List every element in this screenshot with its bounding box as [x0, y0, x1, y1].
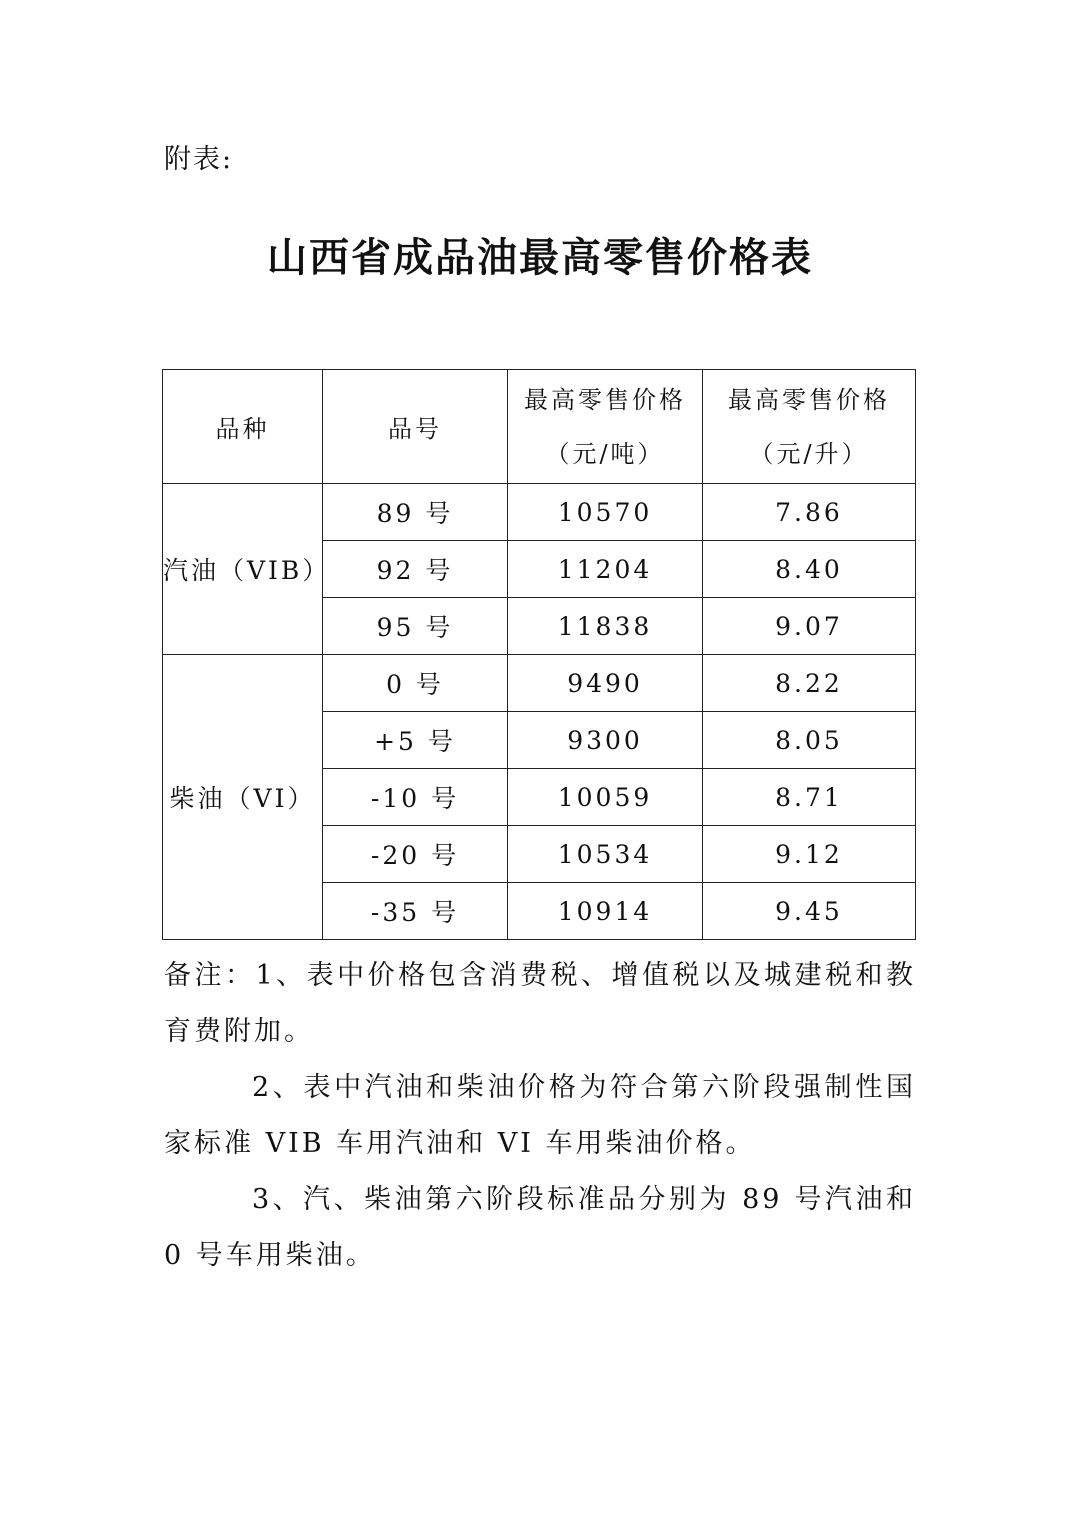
- header-price-ton-label: 最高零售价格: [524, 385, 686, 414]
- table-row: [163, 484, 916, 541]
- category-diesel: 柴油（VI）: [163, 655, 323, 940]
- header-price-liter-unit: （元/升）: [749, 439, 869, 468]
- header-price-liter: [703, 370, 916, 484]
- cell-price-ton: 10534: [508, 826, 703, 883]
- header-category: 品种: [163, 370, 323, 484]
- cell-grade: +5 号: [323, 712, 508, 769]
- cell-price-liter: 8.22: [703, 655, 916, 712]
- header-grade: 品号: [323, 370, 508, 484]
- cell-price-liter: 8.05: [703, 712, 916, 769]
- attachment-label: 附表:: [164, 144, 234, 175]
- header-price-ton-unit: （元/吨）: [545, 439, 665, 468]
- cell-grade: -10 号: [323, 769, 508, 826]
- note-1: 备注：1、表中价格包含消费税、增值税以及城建税和教育费附加。: [164, 960, 916, 1047]
- cell-grade: 89 号: [323, 484, 508, 541]
- cell-grade: 0 号: [323, 655, 508, 712]
- price-table: [162, 369, 916, 940]
- cell-price-ton: 10570: [508, 484, 703, 541]
- cell-price-ton: 10914: [508, 883, 703, 940]
- cell-price-liter: 9.07: [703, 598, 916, 655]
- table-header-row: [163, 370, 916, 484]
- table-row: [163, 655, 916, 712]
- cell-price-liter: 7.86: [703, 484, 916, 541]
- cell-price-liter: 9.45: [703, 883, 916, 940]
- cell-price-ton: 9300: [508, 712, 703, 769]
- note-2: 2、表中汽油和柴油价格为符合第六阶段强制性国家标准 VIB 车用汽油和 VI 车用柴油价格。: [164, 1072, 916, 1159]
- header-price-liter-label: 最高零售价格: [728, 385, 890, 414]
- cell-grade: -35 号: [323, 883, 508, 940]
- cell-price-liter: 9.12: [703, 826, 916, 883]
- page-title: 山西省成品油最高零售价格表: [267, 235, 813, 281]
- note-3: 3、汽、柴油第六阶段标准品分别为 89 号汽油和 0 号车用柴油。: [164, 1184, 916, 1271]
- notes-section: [164, 948, 916, 1284]
- category-gasoline: 汽油（VIB）: [163, 484, 323, 655]
- cell-price-ton: 11838: [508, 598, 703, 655]
- cell-grade: 95 号: [323, 598, 508, 655]
- cell-grade: 92 号: [323, 541, 508, 598]
- cell-grade: -20 号: [323, 826, 508, 883]
- cell-price-liter: 8.40: [703, 541, 916, 598]
- cell-price-liter: 8.71: [703, 769, 916, 826]
- cell-price-ton: 11204: [508, 541, 703, 598]
- header-price-ton: [508, 370, 703, 484]
- cell-price-ton: 10059: [508, 769, 703, 826]
- cell-price-ton: 9490: [508, 655, 703, 712]
